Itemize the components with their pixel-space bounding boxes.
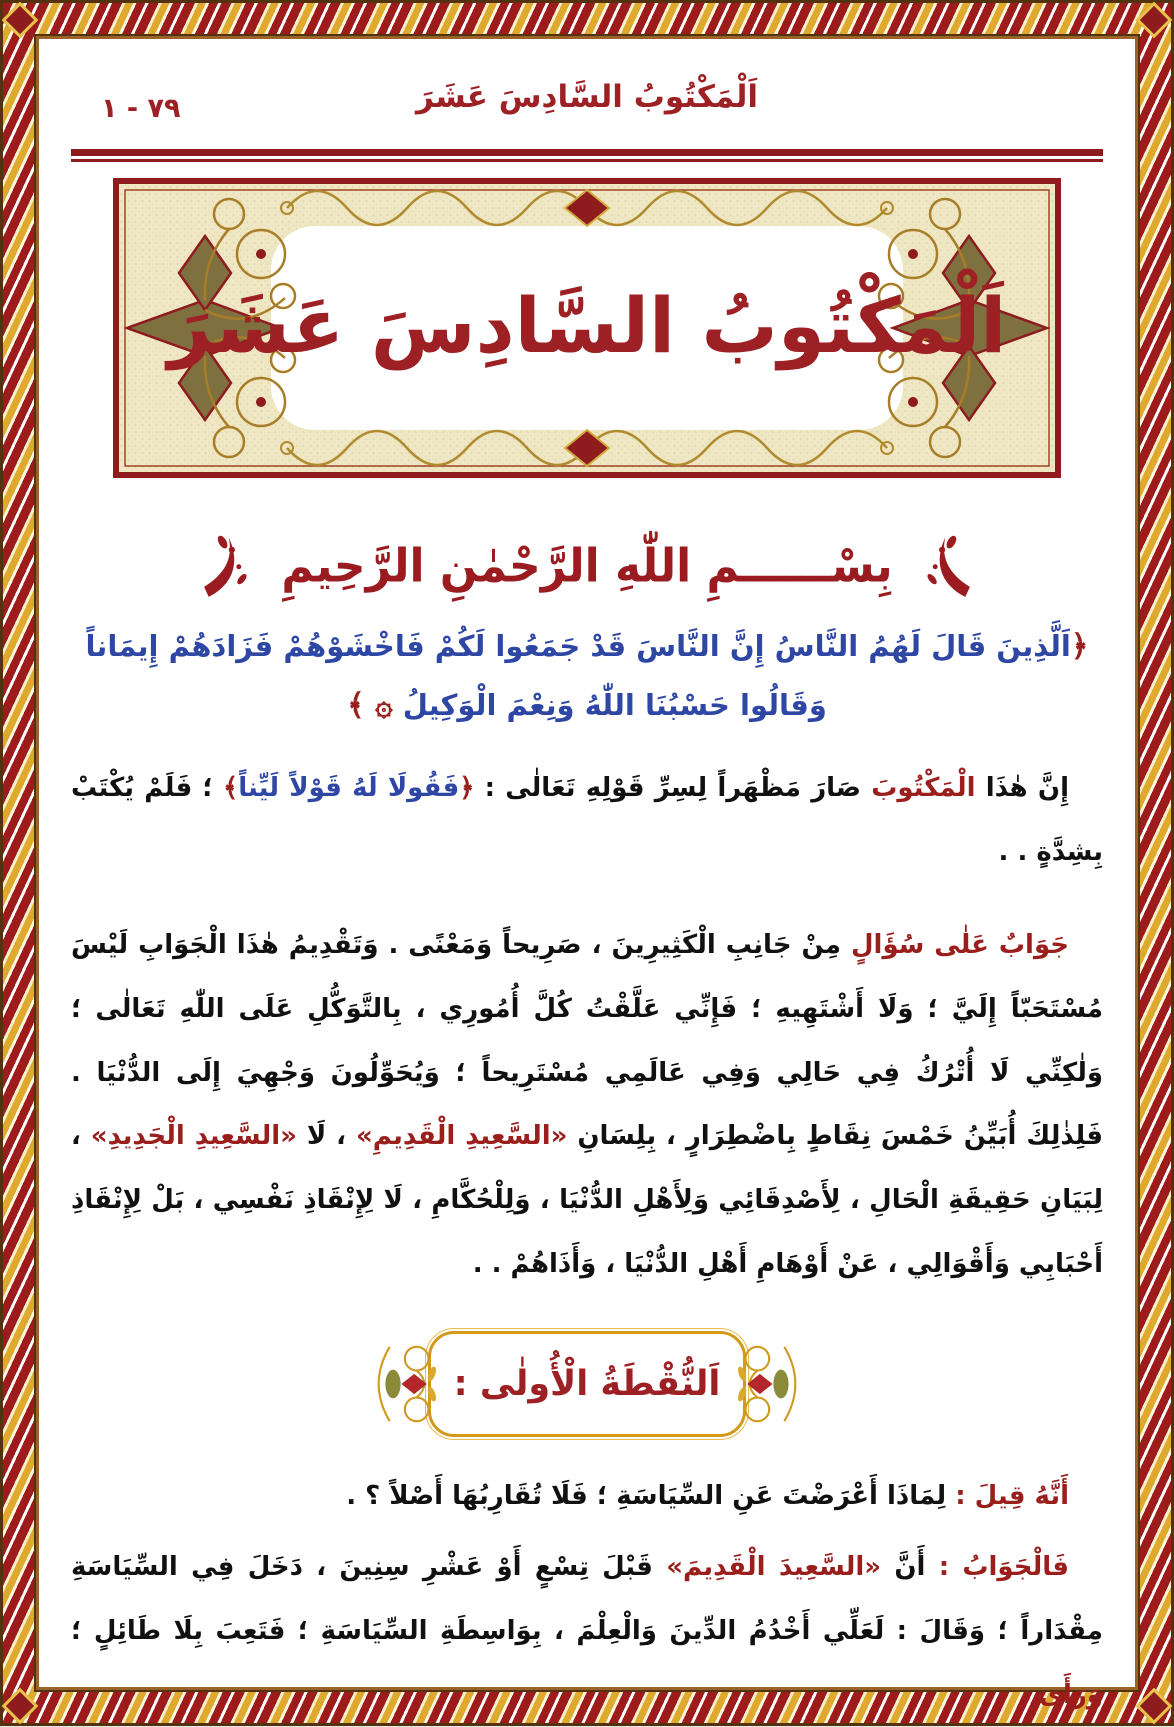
text-segment-red: الْمَكْتُوبَ xyxy=(861,773,976,803)
page-number: ٧٩ - ١ xyxy=(101,93,181,124)
text-segment-red: ﴿ xyxy=(459,773,475,803)
text-segment-black: ؛ فَلَمْ يُكْتَبْ بِشِدَّةٍ . . xyxy=(71,773,1103,867)
frame-corner-diamond xyxy=(2,2,39,39)
first-point-label: اَلنُّقْطَةُ الْأُولٰى : xyxy=(453,1363,721,1404)
basmala-row xyxy=(67,518,1107,614)
text-segment-red: «السَّعِيدَ الْقَدِيمَ» xyxy=(666,1552,882,1583)
cartouche-floral-ornament xyxy=(732,1328,808,1440)
basmala-calligraphy: بِسْــــــمِ اللّٰهِ الرَّحْمٰنِ الرَّحِيمِ xyxy=(281,539,893,593)
frame-corner-diamond xyxy=(1136,1688,1173,1725)
paragraph-intro xyxy=(71,757,1103,884)
frame-corner-diamond xyxy=(1136,2,1173,39)
text-segment-red: فَالْجَوَابُ : xyxy=(925,1552,1069,1583)
paragraph-answer xyxy=(71,1536,1103,1727)
text-segment-red: جَوَابٌ عَلٰى سُؤَالٍ xyxy=(841,930,1069,961)
frame-corner-diamond xyxy=(2,1688,39,1725)
text-segment-red: أَنَّهُ قِيلَ : xyxy=(946,1480,1069,1511)
text-segment-black: ، لِبَيَانِ حَقِيقَةِ الْحَالِ ، لِأَصْدِقَائِي وَلِأَهْلِ الدُّنْيَا ، وَلِلْحُكَّامِ ، لَا لِإِنْقَاذِ نَفْسِي ، بَلْ لِإِنْقَاذِ أَحْبَابِي وَأَقْوَالِي ، عَنْ أَوْهَامِ أَهْلِ الدُّنْيَا ، وَأَذَاهُمْ . . xyxy=(71,1121,1103,1279)
basmala-leaf-ornament xyxy=(201,524,255,608)
quran-verse xyxy=(67,618,1107,735)
text-segment-black: مِنْ جَانِبِ الْكَثِيرِينَ ، صَرِيحاً وَمَعْنًى . وَتَقْدِيمُ هٰذَا الْجَوَابِ لَيْسَ مُسْتَحَبّاً إِلَيَّ ؛ وَلَا أَشْتَهِيهِ ؛ فَإِنِّي عَلَّقْتُ كُلَّ أُمُورِي ، بِالتَّوَكُّلِ عَلَى اللّٰهِ تَعَالٰى ؛ وَلٰكِنِّي لَا أُتْرُكُ فِي حَالِي وَفِي عَالَمِي مُسْتَرِيحاً ؛ وَيُحَوِّلُونَ وَجْهِيَ إِلَى الدُّنْيَا . فَلِذٰلِكَ أُبَيِّنُ خَمْسَ نِقَاطٍ بِاضْطِرَارٍ ، بِلِسَانِ xyxy=(71,930,1103,1152)
first-point-cartouche xyxy=(428,1331,746,1437)
text-segment-black: ، لَا xyxy=(296,1121,356,1152)
verse-line-2: وَقَالُوا حَسْبُنَا اللّٰهُ وَنِعْمَ الْوَكِيلُ ۞ ﴾ xyxy=(347,687,827,723)
verse-opening-ornament: ﴿ xyxy=(1070,629,1089,664)
verse-line-1: ﴿اَلَّذِينَ قَالَ لَهُمُ النَّاسُ إِنَّ النَّاسَ قَدْ جَمَعُوا لَكُمْ فَاخْشَوْهُمْ فَزَادَهُمْ إِيمَاناً xyxy=(85,629,1089,664)
running-title: اَلْمَكْتُوبُ السَّادِسَ عَشَرَ xyxy=(415,79,759,115)
first-point-row xyxy=(67,1323,1107,1445)
text-segment-red: «السَّعِيدِ الْقَدِيمِ» xyxy=(355,1121,568,1152)
text-segment-red: ﴾ xyxy=(223,773,239,803)
paragraph-question xyxy=(71,1465,1103,1529)
text-segment-black: أَنَّ xyxy=(881,1552,926,1583)
letter-title: اَلْمَكْتُوبُ السَّادِسَ عَشَرَ xyxy=(167,280,1007,370)
text-segment-red: «السَّعِيدِ الْجَدِيدِ» xyxy=(90,1121,297,1152)
verse-closing-ornament: ۞ ﴾ xyxy=(347,687,393,723)
text-segment-black: إِنَّ هٰذَا xyxy=(975,773,1069,803)
page-content xyxy=(39,39,1135,1710)
title-box xyxy=(113,178,1061,478)
text-segment-blue: فَقُولَا لَهُ قَوْلاً لَيِّناً xyxy=(238,773,460,803)
basmala-leaf-ornament xyxy=(919,524,973,608)
text-segment-black: صَارَ مَظْهَراً لِسِرِّ قَوْلِهِ تَعَالٰى : xyxy=(474,773,862,803)
header-rule xyxy=(71,149,1103,162)
page-header xyxy=(67,79,1107,137)
text-segment-black: لِمَاذَا أَعْرَضْتَ عَنِ السِّيَاسَةِ ؛ فَلَا تُقَارِبُهَا أَصْلاً ؟ . xyxy=(346,1480,947,1511)
text-segment-black: قَبْلَ تِسْعٍ أَوْ عَشْرِ سِنِينَ ، دَخَلَ فِي السِّيَاسَةِ مِقْدَاراً ؛ وَقَالَ : لَعَلِّي أَخْدُمُ الدِّينَ وَالْعِلْمَ ، بِوَاسِطَةِ السِّيَاسَةِ ؛ فَتَعِبَ بِلَا طَائِلٍ ؛ xyxy=(71,1552,1103,1646)
text-segment-red: وَرَأَى xyxy=(1039,1679,1103,1710)
cartouche-floral-ornament xyxy=(366,1328,442,1440)
paragraph-answer-preface xyxy=(71,914,1103,1296)
